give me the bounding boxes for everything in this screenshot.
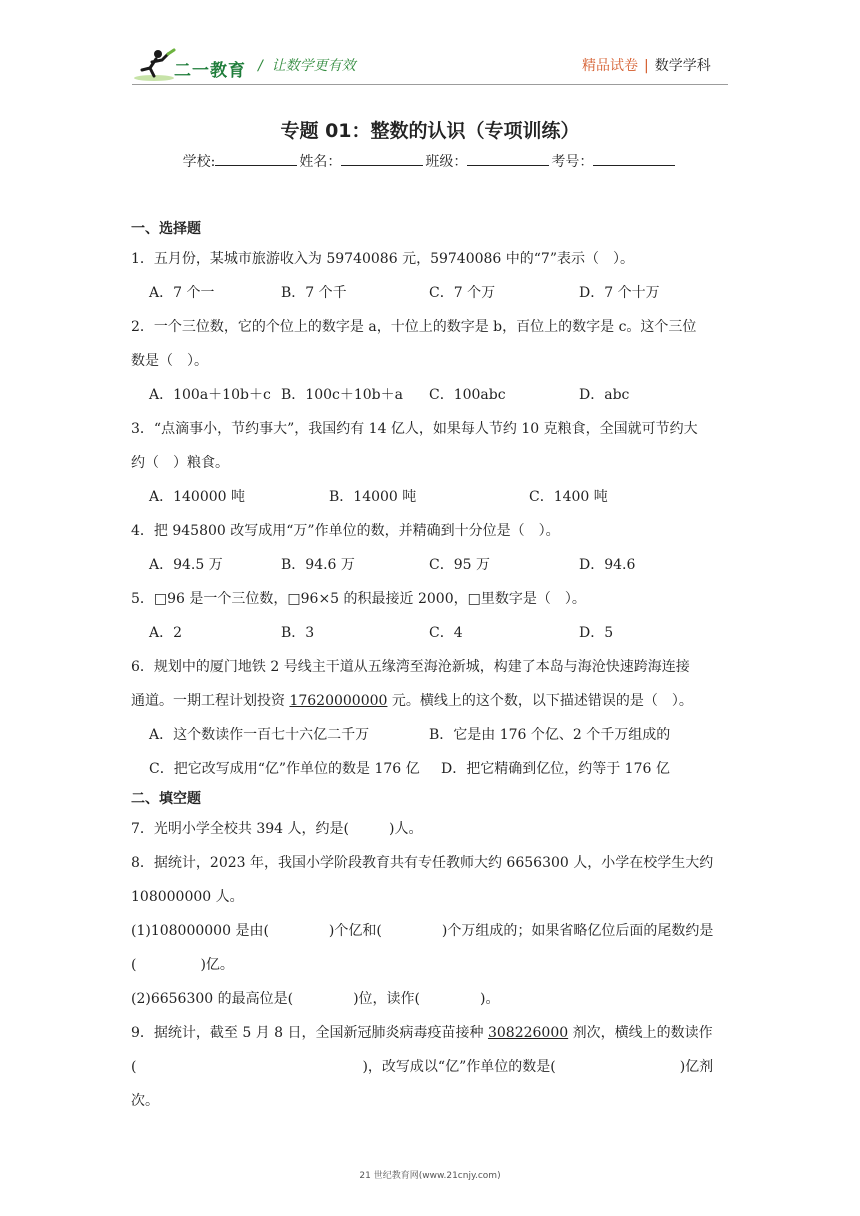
question-2-line2: 数是（ ）。 (131, 353, 208, 369)
option-a[interactable]: A．2 (149, 625, 183, 641)
slogan: / 让数学更有效 (258, 58, 356, 74)
header-divider (132, 84, 728, 85)
page-footer: 21 世纪教育网(www.21cnjy.com) (359, 1171, 501, 1181)
option-b[interactable]: B．14000 吨 (329, 489, 417, 505)
option-d[interactable]: D．5 (579, 625, 614, 641)
option-b[interactable]: B．94.6 万 (281, 557, 355, 573)
header-separator: | (644, 58, 649, 74)
question-1: 1．五月份，某城市旅游收入为 59740086 元，59740086 中的“7”表示（ ）。 (131, 251, 634, 267)
option-b[interactable]: B．100c＋10b＋a (281, 387, 403, 403)
option-c[interactable]: C．把它改写成用“亿”作单位的数是 176 亿 (149, 761, 420, 777)
class-blank[interactable] (467, 151, 549, 166)
option-d[interactable]: D．94.6 (579, 557, 636, 573)
question-6-line1: 6．规划中的厦门地铁 2 号线主干道从五缘湾至海沧新城，构建了本岛与海沧快速跨海连接 (131, 659, 690, 675)
question-4: 4．把 945800 改写成用“万”作单位的数，并精确到十分位是（ ）。 (131, 523, 560, 539)
exam-no-label: 考号： (551, 154, 594, 170)
question-1-options (131, 276, 731, 310)
option-d[interactable]: D．7 个十万 (579, 285, 660, 301)
option-a[interactable]: A．100a＋10b＋c (149, 387, 271, 403)
option-b[interactable]: B．它是由 176 个亿、2 个千万组成的 (429, 727, 671, 743)
name-label: 姓名： (299, 154, 342, 170)
option-c[interactable]: C．95 万 (429, 557, 490, 573)
option-d[interactable]: D．把它精确到亿位，约等于 176 亿 (441, 761, 670, 777)
section-heading-fill: 二、填空题 (131, 791, 201, 807)
question-6-line2: 通道。一期工程计划投资 17620000000 元。横线上的这个数，以下描述错误的是（ ）。 (131, 693, 693, 709)
option-a[interactable]: A．这个数读作一百七十六亿二千万 (149, 727, 370, 743)
question-8-line1: 8．据统计，2023 年，我国小学阶段教育共有专任教师大约 6656300 人，小学在校学生大约 (131, 855, 714, 871)
header-right (582, 55, 711, 75)
class-label: 班级： (425, 154, 468, 170)
option-c[interactable]: C．4 (429, 625, 463, 641)
school-label: 学校: (182, 154, 216, 170)
question-7: 7．光明小学全校共 394 人，约是( )人。 (131, 821, 423, 837)
page-header (0, 0, 860, 110)
header-tag-subject: 数学学科 (654, 58, 711, 74)
option-c[interactable]: C．100abc (429, 387, 506, 403)
question-8-part1-cont: ( )亿。 (131, 957, 234, 973)
question-content (131, 216, 731, 1118)
option-a[interactable]: A．7 个一 (149, 285, 215, 301)
question-4-options (131, 548, 731, 582)
question-8-line2: 108000000 人。 (131, 889, 244, 905)
question-8-part2: (2)6656300 的最高位是( )位，读作( )。 (131, 991, 500, 1007)
question-5: 5．□96 是一个三位数，□96×5 的积最接近 2000，□里数字是（ ）。 (131, 591, 586, 607)
logo-text: 二一教育 (174, 61, 246, 81)
option-c[interactable]: C．1400 吨 (529, 489, 608, 505)
question-2-options (131, 378, 731, 412)
option-a[interactable]: A．94.5 万 (149, 557, 223, 573)
question-3-line2: 约（ ）粮食。 (131, 455, 229, 471)
option-c[interactable]: C．7 个万 (429, 285, 496, 301)
question-9-line3: 次。 (131, 1093, 159, 1109)
question-9-line2: ( )，改写成以“亿”作单位的数是( )亿剂 (131, 1059, 714, 1075)
option-b[interactable]: B．3 (281, 625, 315, 641)
option-a[interactable]: A．140000 吨 (149, 489, 246, 505)
exam-no-blank[interactable] (593, 151, 675, 166)
question-3-options (131, 480, 731, 514)
question-8-part1: (1)108000000 是由( )个亿和( )个万组成的；如果省略亿位后面的尾数约是 (131, 923, 714, 939)
question-9-line1: 9．据统计，截至 5 月 8 日，全国新冠肺炎病毒疫苗接种 308226000 剂次，横线上的数读作 (131, 1025, 713, 1041)
section-heading-choice: 一、选择题 (131, 221, 201, 237)
question-3-line1: 3．“点滴事小，节约事大”，我国约有 14 亿人，如果每人节约 10 克粮食，全国就可节约大 (131, 421, 698, 437)
underlined-number: 308226000 (487, 1025, 569, 1041)
header-tag-quality: 精品试卷 (582, 58, 638, 74)
question-6-options-row2 (131, 752, 731, 786)
question-6-options-row1 (131, 718, 731, 752)
question-2-line1: 2．一个三位数，它的个位上的数字是 a，十位上的数字是 b，百位上的数字是 c。这个三位 (131, 319, 697, 335)
page-title: 专题 01：整数的认识（专项训练） (280, 120, 580, 142)
option-d[interactable]: D．abc (579, 387, 630, 403)
underlined-number: 17620000000 (289, 693, 388, 709)
school-blank[interactable] (215, 151, 297, 166)
student-info-line (0, 151, 860, 171)
name-blank[interactable] (341, 151, 423, 166)
question-5-options (131, 616, 731, 650)
option-b[interactable]: B．7 个千 (281, 285, 347, 301)
